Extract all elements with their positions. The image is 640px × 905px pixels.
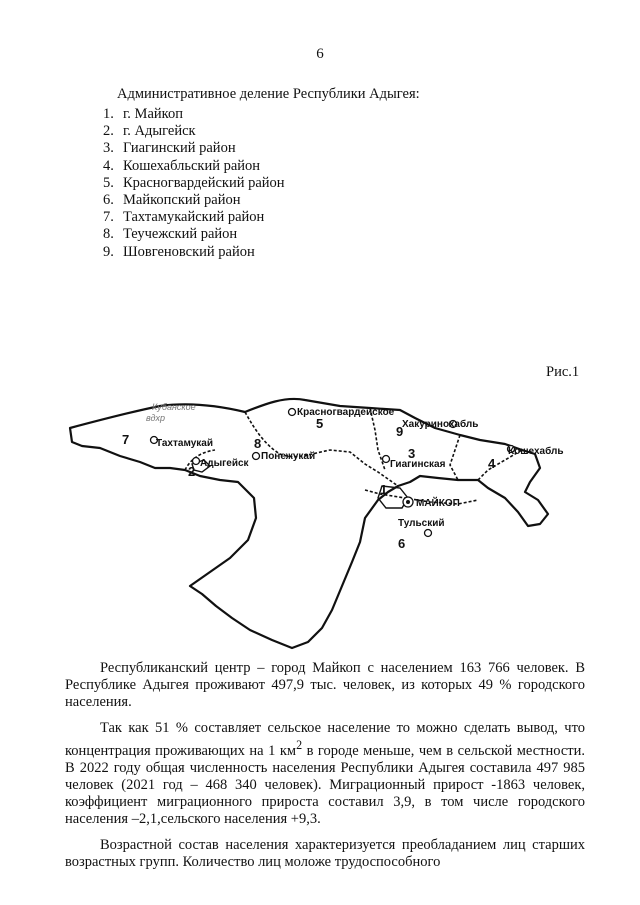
- list-item: [103, 226, 285, 243]
- town-label: Тульский: [398, 518, 445, 529]
- item-text: Теучежский район: [123, 226, 238, 243]
- district-number: 8: [254, 436, 262, 451]
- town-marker: [383, 456, 390, 463]
- region-outline: [70, 399, 548, 648]
- list-item: [103, 140, 285, 157]
- town-marker: [289, 409, 296, 416]
- district-number: 1: [380, 482, 388, 497]
- item-text: Кошехабльский район: [123, 157, 261, 174]
- town-label: Красногвардейское: [297, 407, 395, 418]
- town-label: Кошехабль: [508, 446, 564, 457]
- district-number: 4: [488, 456, 496, 471]
- item-number: 8.: [103, 226, 114, 243]
- item-text: Гиагинский район: [123, 140, 236, 157]
- item-number: 4.: [103, 157, 114, 174]
- district-number: 2: [188, 464, 196, 479]
- list-item: [103, 209, 285, 226]
- superscript: 2: [296, 737, 303, 752]
- district-number: 3: [408, 446, 416, 461]
- paragraph-part: Так как 51 % составляет сельское население то можно сделать вывод, что концентрация проживающих на 1 км: [65, 719, 585, 759]
- capital-marker-dot: [406, 500, 410, 504]
- item-text: Красногвардейский район: [123, 174, 285, 191]
- list-item: [103, 123, 285, 140]
- town-label: МАЙКОП: [416, 498, 460, 509]
- district-number: 5: [316, 416, 324, 431]
- town-label: Хакуринохабль: [402, 419, 479, 430]
- item-text: Тахтамукайский район: [123, 209, 265, 226]
- town-label: Гиагинская: [390, 459, 446, 470]
- list-heading: Административное деление Республики Адыгея:: [117, 86, 420, 102]
- town-marker: [253, 453, 260, 460]
- item-text: г. Майкоп: [123, 106, 183, 122]
- figure-label: Рис.1: [546, 364, 580, 380]
- item-text: г. Адыгейск: [123, 123, 196, 140]
- item-number: 6.: [103, 191, 114, 208]
- divisions-list: [103, 106, 285, 261]
- item-text: Майкопский район: [123, 191, 241, 208]
- district-border: [450, 435, 460, 480]
- paragraph: Республиканский центр – город Майкоп с населением 163 766 человек. В Республике Адыгея проживают 497,9 тыс. человек, из которых 49 % городского населения.: [65, 660, 585, 711]
- district-number: 7: [122, 432, 130, 447]
- paragraph: Возрастной состав населения характеризуется преобладанием лиц старших возрастных групп. Количество лиц моложе трудоспособного: [65, 836, 585, 870]
- list-item: [103, 244, 285, 261]
- item-number: 5.: [103, 174, 114, 191]
- item-text: Шовгеновский район: [123, 243, 255, 260]
- town-marker: [425, 530, 432, 537]
- item-number: 3.: [103, 140, 114, 157]
- reservoir-label: вдхр: [146, 413, 165, 423]
- list-item: [103, 192, 285, 209]
- item-number: 1.: [103, 106, 114, 122]
- list-item: [103, 175, 285, 192]
- paragraph: [65, 720, 585, 829]
- district-number: 9: [396, 424, 404, 439]
- item-number: 7.: [103, 209, 114, 226]
- body-text: [65, 660, 585, 879]
- town-label: Понежукай: [261, 451, 316, 462]
- district-number: 6: [398, 536, 406, 551]
- item-number: 9.: [103, 243, 114, 260]
- page-number: 6: [316, 46, 324, 62]
- reservoir-label: Кубанское: [152, 402, 196, 412]
- list-item: [103, 158, 285, 175]
- item-number: 2.: [103, 123, 114, 140]
- town-label: Адыгейск: [200, 458, 249, 469]
- town-label: Тахтамукай: [156, 438, 213, 449]
- adygea-map: [60, 390, 600, 650]
- list-item: [103, 106, 285, 123]
- paragraph-part: в городе меньше, чем в сельской местности. В 2022 году общая численность населения Республики Адыгея составила 497 985 человек (2021 год – 468 340 человек). Миграционный прирост -1863 человек, коэффициент миграционного прироста составил 3,9, в том числе городского населения –2,1,сельского населения +9,3.: [65, 742, 585, 828]
